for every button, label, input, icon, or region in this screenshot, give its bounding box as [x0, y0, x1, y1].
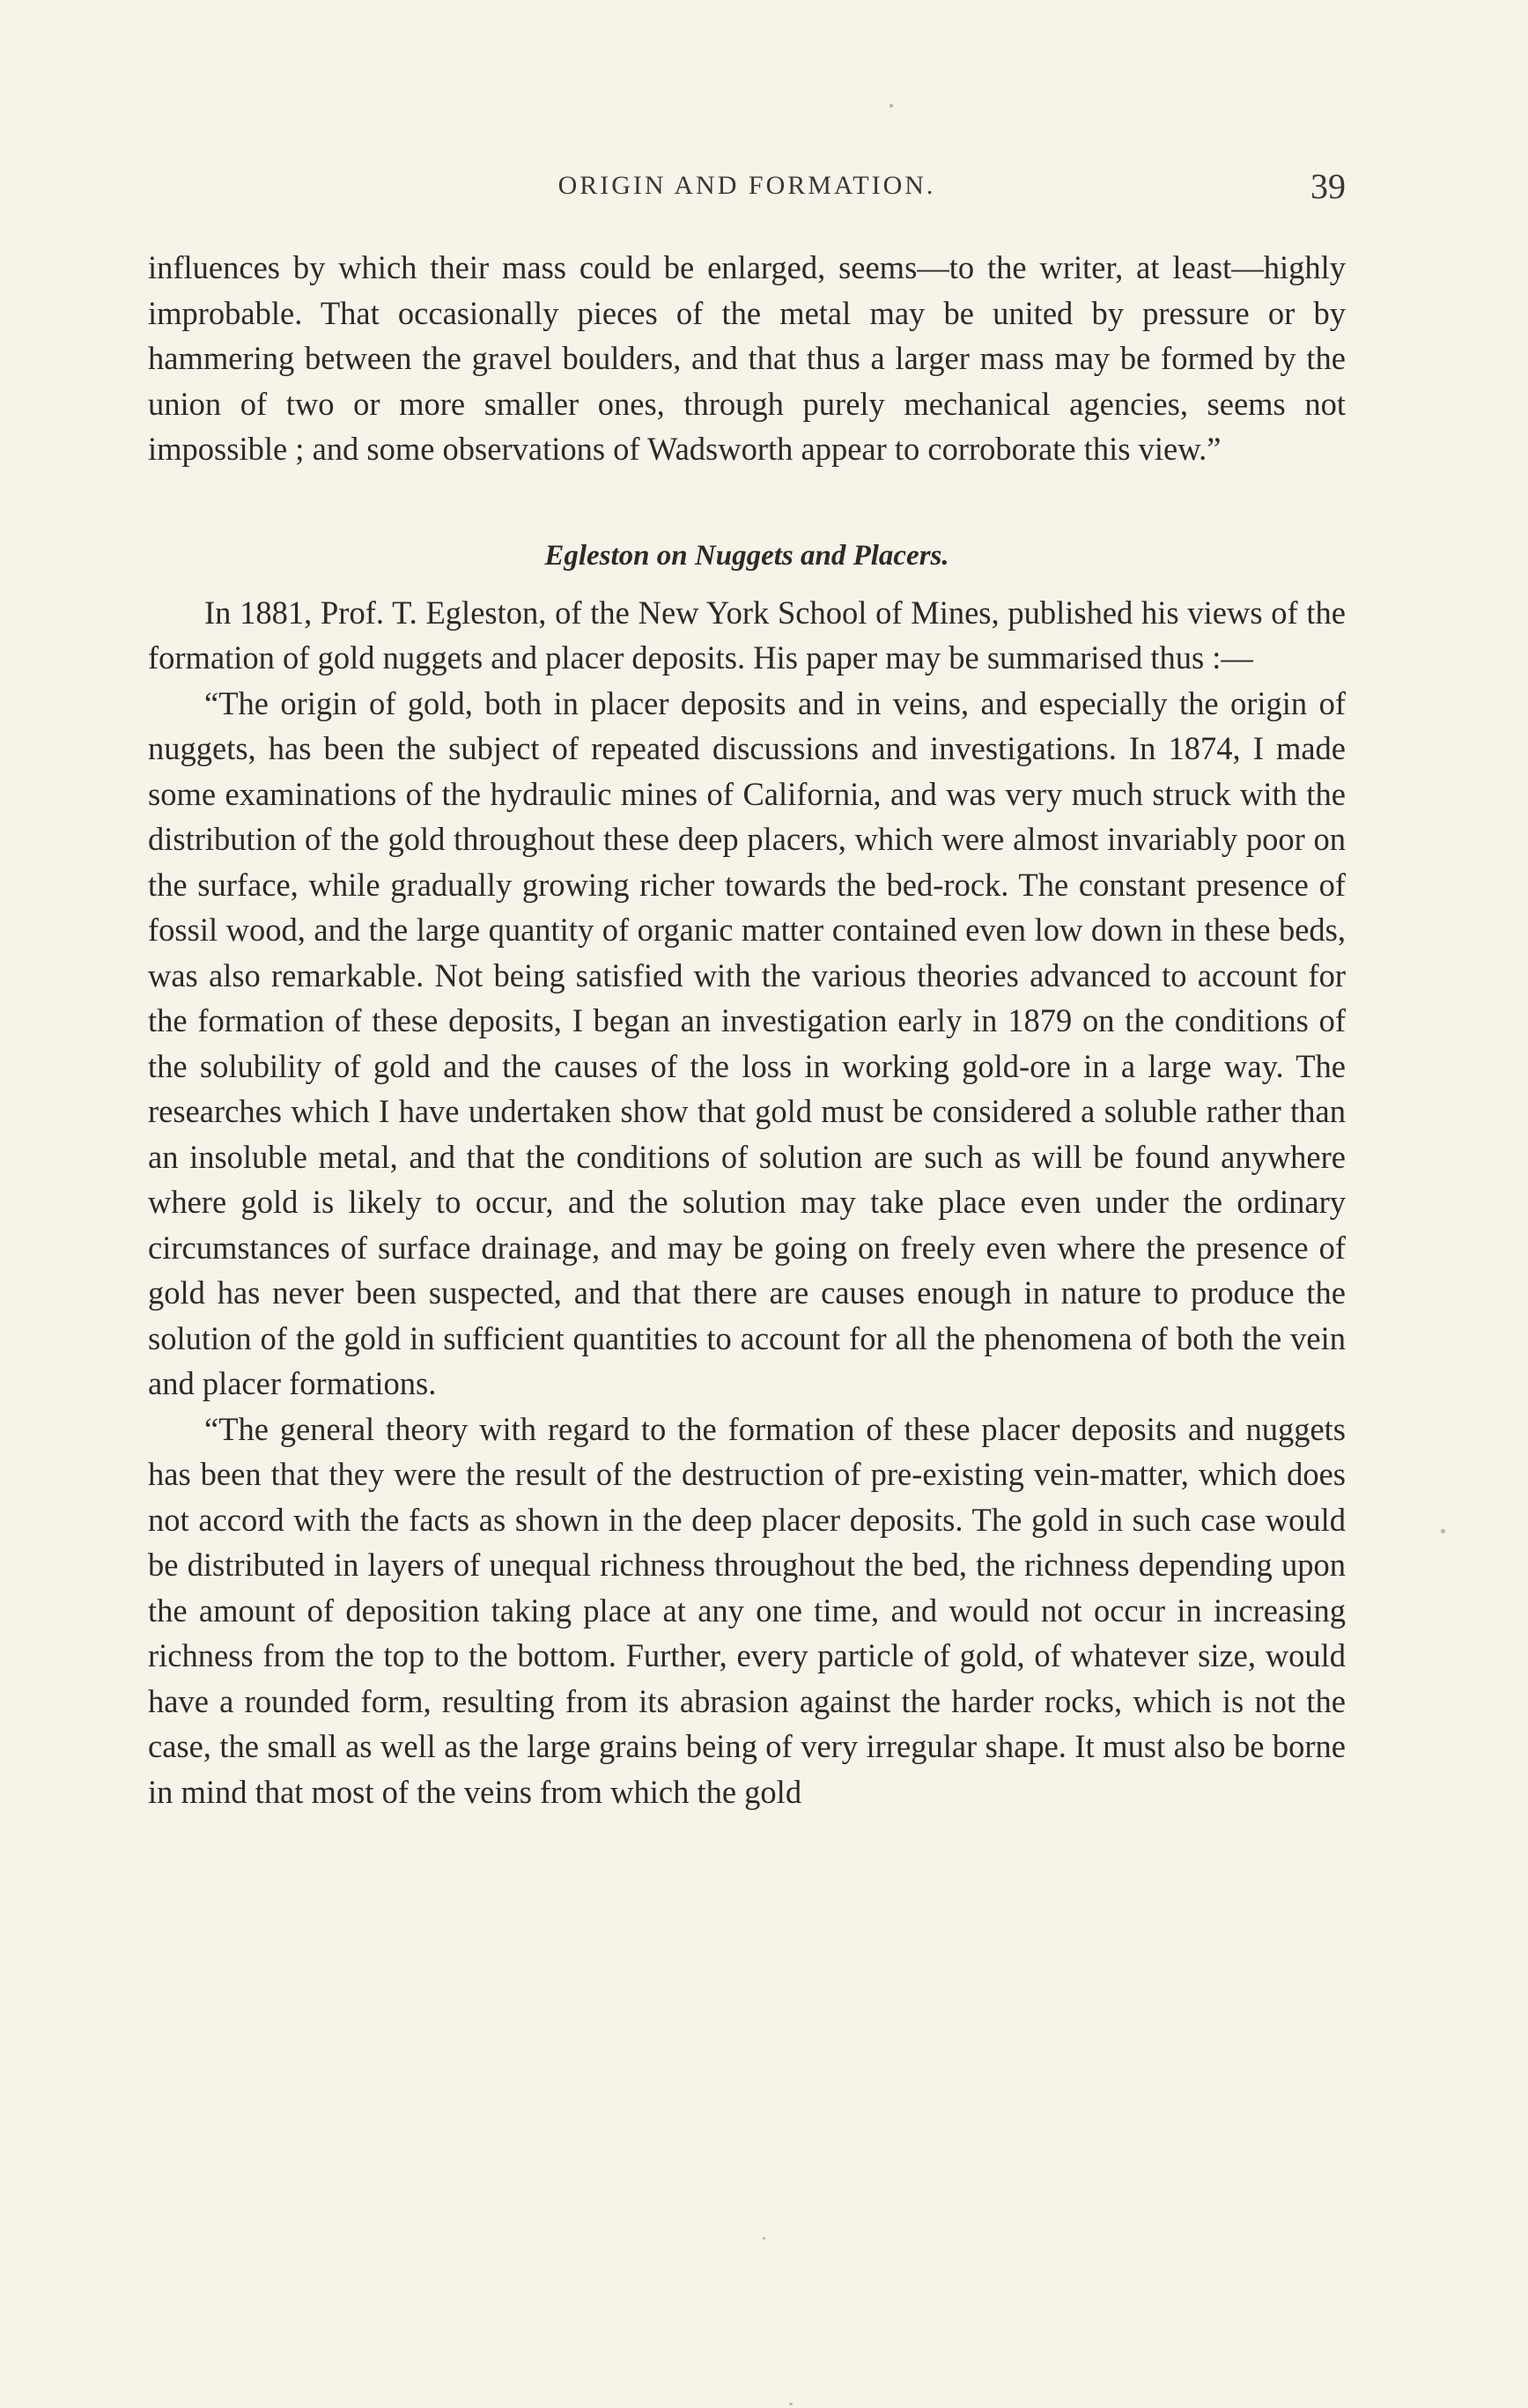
paper-speck [889, 104, 893, 107]
paragraph: “The general theory with regard to the formation of these placer deposits and nuggets has been that they were the result of the destruction of pre-existing vein-matter, which does not accord with the facts as shown in the deep placer deposits. The gold in such case would be distributed in layers of unequal richness throughout the bed, the richness depending upon the amount of deposition taking place at any one time, and would not occur in increasing richness from the top to the bottom. Further, every particle of gold, of whatever size, would have a rounded form, resulting from its abrasion against the harder rocks, which is not the case, the small as well as the large grains being of very irregular shape. It must also be borne in mind that most of the veins from which the gold [148, 1410, 1346, 1810]
running-title: ORIGIN AND FORMATION. [557, 171, 936, 200]
paper-speck [1441, 1529, 1445, 1533]
running-head [148, 166, 1346, 210]
paragraph: In 1881, Prof. T. Egleston, of the New York School of Mines, published his views of the formation of gold nuggets and placer deposits. His paper may be summarised thus :— [148, 594, 1346, 676]
paper-speck [789, 2403, 793, 2405]
page-number: 39 [1310, 166, 1346, 206]
body-text [148, 245, 1346, 1814]
paragraph-continued: influences by which their mass could be enlarged, seems—to the writer, at least—highly improbable. That occasionally pieces of the metal may be united by pressure or by hammering between the gravel boulders, and that thus a larger mass may be formed by the union of two or more smaller ones, through purely mechanical agencies, seems not impossible ; and some observations of Wadsworth appear to corroborate this view.” [148, 249, 1346, 467]
paper-speck [763, 2237, 765, 2240]
paragraph: “The origin of gold, both in placer deposits and in veins, and especially the origin of nuggets, has been the subject of repeated discussions and investigations. In 1874, I made some examinations of the hydraulic mines of California, and was very much struck with the distribution of the gold throughout these deep placers, which were almost invariably poor on the surface, while gradually growing richer towards the bed-rock. The constant presence of fossil wood, and the large quantity of organic matter contained even low down in these beds, was also remarkable. Not being satisfied with the various theories advanced to account for the formation of these deposits, I began an investigation early in 1879 on the conditions of the solubility of gold and the causes of the loss in working gold-ore in a large way. The researches which I have undertaken show that gold must be considered a soluble rather than an insoluble metal, and that the conditions of solution are such as will be found anywhere where gold is likely to occur, and the solution may take place even under the ordinary circumstances of surface drainage, and may be going on freely even where the presence of gold has never been suspected, and that there are causes enough in nature to produce the solution of the gold in sufficient quantities to account for all the phenomena of both the vein and placer formations. [148, 684, 1346, 1401]
section-heading: Egleston on Nuggets and Placers. [544, 539, 949, 572]
